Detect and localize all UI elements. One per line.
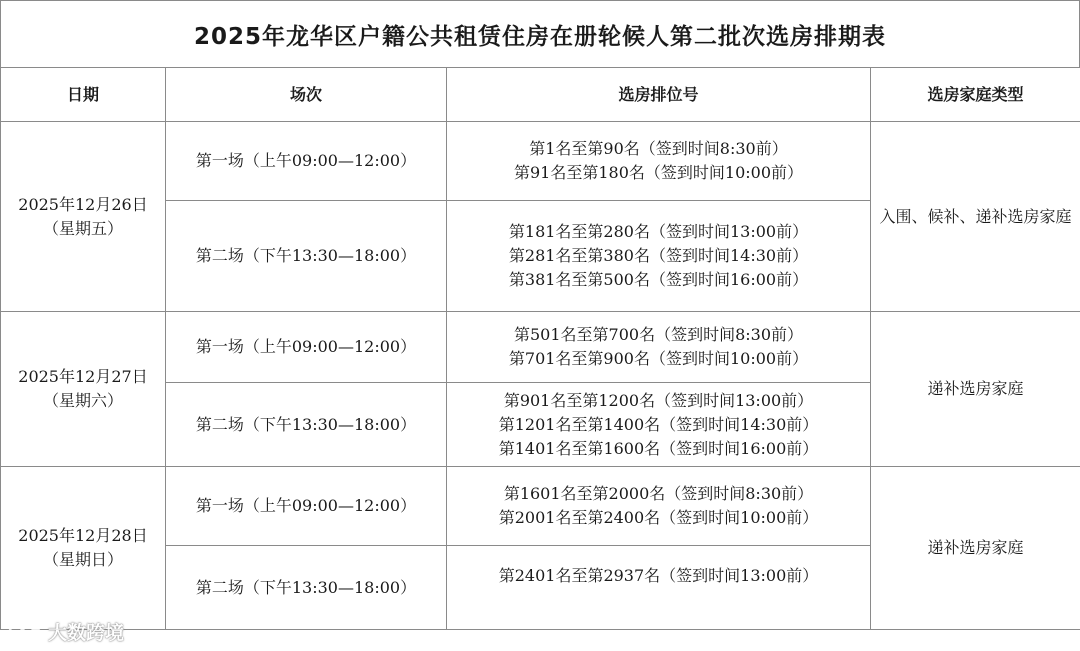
table-row	[1, 467, 1080, 546]
date-text: 2025年12月27日	[18, 367, 148, 386]
session-cell: 第一场（上午09:00—12:00）	[166, 312, 447, 383]
rank-cell	[447, 546, 871, 630]
family-type-cell: 递补选房家庭	[871, 312, 1080, 467]
watermark-text: 大数跨境	[48, 621, 125, 644]
session-cell: 第二场（下午13:30—18:00）	[166, 201, 447, 312]
table-row	[1, 122, 1080, 201]
rank-range: 第91名至第180名（签到时间10:00前）	[513, 163, 803, 182]
date-cell	[1, 467, 166, 630]
header-date: 日期	[1, 68, 166, 122]
schedule-table	[0, 67, 1080, 630]
session-cell: 第一场（上午09:00—12:00）	[166, 122, 447, 201]
rank-range: 第701名至第900名（签到时间10:00前）	[508, 349, 809, 368]
date-cell	[1, 122, 166, 312]
header-family-type: 选房家庭类型	[871, 68, 1080, 122]
weekday-text: （星期五）	[42, 218, 123, 238]
session-cell: 第二场（下午13:30—18:00）	[166, 383, 447, 467]
rank-range: 第1401名至第1600名（签到时间16:00前）	[498, 438, 819, 458]
rank-range: 第381名至第500名（签到时间16:00前）	[508, 270, 809, 289]
watermark	[8, 617, 124, 645]
rank-range: 第2401名至第2937名（签到时间13:00前）	[498, 566, 819, 585]
rank-range: 第1601名至第2000名（签到时间8:30前）	[503, 484, 814, 503]
weekday-text: （星期六）	[42, 391, 123, 410]
header-session: 场次	[166, 68, 447, 122]
date-text: 2025年12月28日	[18, 526, 148, 545]
header-rank: 选房排位号	[447, 68, 871, 122]
rank-range: 第901名至第1200名（签到时间13:00前）	[503, 390, 814, 410]
session-cell: 第二场（下午13:30—18:00）	[166, 546, 447, 630]
weekday-text: （星期日）	[42, 550, 123, 569]
rank-range: 第2001名至第2400名（签到时间10:00前）	[498, 508, 819, 527]
rank-cell	[447, 383, 871, 467]
rank-range: 第181名至第280名（签到时间13:00前）	[508, 222, 809, 241]
rank-range: 第1201名至第1400名（签到时间14:30前）	[498, 414, 819, 434]
rank-cell	[447, 122, 871, 201]
date-cell	[1, 312, 166, 467]
rank-cell	[447, 201, 871, 312]
rank-range: 第501名至第700名（签到时间8:30前）	[513, 325, 803, 344]
date-text: 2025年12月26日	[18, 194, 148, 214]
page-title: 2025年龙华区户籍公共租赁住房在册轮候人第二批次选房排期表	[0, 0, 1080, 68]
session-cell: 第一场（上午09:00—12:00）	[166, 467, 447, 546]
rank-cell	[447, 312, 871, 383]
watermark-logo-icon	[8, 620, 42, 642]
family-type-cell: 递补选房家庭	[871, 467, 1080, 630]
rank-cell	[447, 467, 871, 546]
table-row	[1, 312, 1080, 383]
rank-range: 第281名至第380名（签到时间14:30前）	[508, 246, 809, 265]
header-row	[1, 68, 1080, 122]
rank-range: 第1名至第90名（签到时间8:30前）	[529, 139, 788, 158]
family-type-cell: 入围、候补、递补选房家庭	[871, 122, 1080, 312]
